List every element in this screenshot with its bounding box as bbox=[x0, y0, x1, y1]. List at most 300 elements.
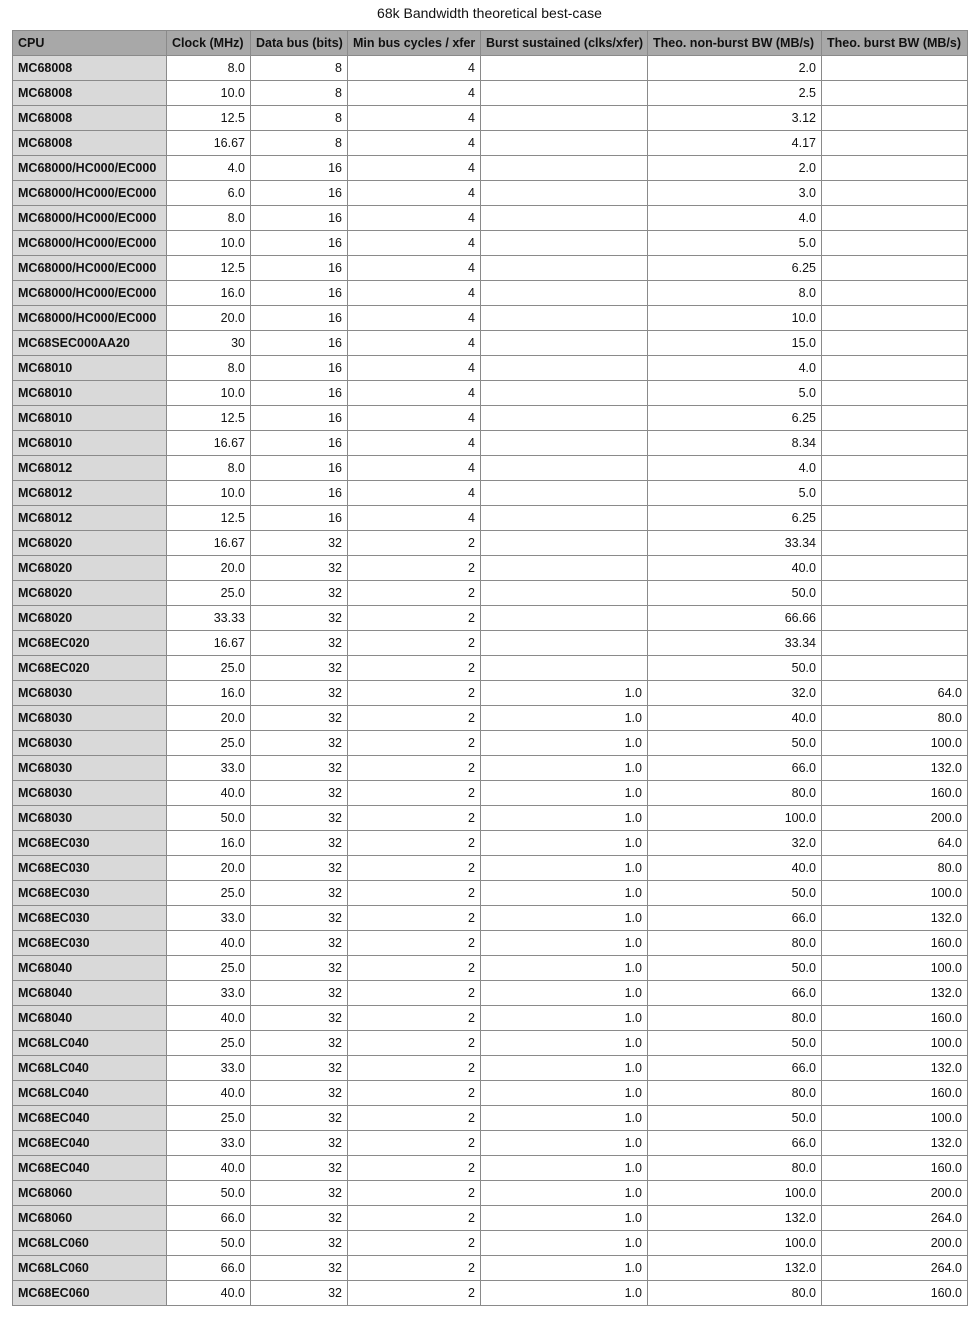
cell-cpu: MC68EC040 bbox=[13, 1156, 167, 1181]
cell-clock: 20.0 bbox=[167, 856, 251, 881]
cell-clock: 33.0 bbox=[167, 981, 251, 1006]
cell-burst-bw bbox=[822, 331, 968, 356]
cell-burst-sustained: 1.0 bbox=[481, 1056, 648, 1081]
cell-burst-bw bbox=[822, 106, 968, 131]
cell-non-burst-bw: 132.0 bbox=[648, 1206, 822, 1231]
cell-non-burst-bw: 2.5 bbox=[648, 81, 822, 106]
cell-clock: 40.0 bbox=[167, 781, 251, 806]
table-row bbox=[13, 231, 968, 256]
cell-data-bus: 32 bbox=[251, 1281, 348, 1306]
cell-non-burst-bw: 132.0 bbox=[648, 1256, 822, 1281]
cell-cpu: MC68000/HC000/EC000 bbox=[13, 206, 167, 231]
cell-data-bus: 16 bbox=[251, 181, 348, 206]
table-row bbox=[13, 431, 968, 456]
cell-burst-bw: 132.0 bbox=[822, 906, 968, 931]
cell-clock: 50.0 bbox=[167, 806, 251, 831]
cell-clock: 12.5 bbox=[167, 106, 251, 131]
cell-burst-bw bbox=[822, 156, 968, 181]
cell-cpu: MC68020 bbox=[13, 531, 167, 556]
cell-data-bus: 32 bbox=[251, 1181, 348, 1206]
cell-min-bus-cycles: 2 bbox=[348, 781, 481, 806]
cell-min-bus-cycles: 2 bbox=[348, 806, 481, 831]
cell-burst-bw: 264.0 bbox=[822, 1256, 968, 1281]
table-row bbox=[13, 106, 968, 131]
cell-min-bus-cycles: 4 bbox=[348, 456, 481, 481]
cell-clock: 10.0 bbox=[167, 231, 251, 256]
cell-burst-sustained bbox=[481, 181, 648, 206]
cell-clock: 40.0 bbox=[167, 1156, 251, 1181]
cell-burst-sustained bbox=[481, 56, 648, 81]
cell-clock: 40.0 bbox=[167, 931, 251, 956]
cell-non-burst-bw: 2.0 bbox=[648, 56, 822, 81]
cell-data-bus: 32 bbox=[251, 606, 348, 631]
cell-cpu: MC68EC030 bbox=[13, 906, 167, 931]
cell-burst-bw: 80.0 bbox=[822, 856, 968, 881]
cell-data-bus: 32 bbox=[251, 831, 348, 856]
cell-min-bus-cycles: 2 bbox=[348, 1181, 481, 1206]
cell-burst-bw bbox=[822, 81, 968, 106]
cell-min-bus-cycles: 2 bbox=[348, 1006, 481, 1031]
cell-data-bus: 16 bbox=[251, 381, 348, 406]
cell-data-bus: 32 bbox=[251, 1131, 348, 1156]
cell-min-bus-cycles: 4 bbox=[348, 406, 481, 431]
cell-data-bus: 32 bbox=[251, 756, 348, 781]
cell-cpu: MC68060 bbox=[13, 1181, 167, 1206]
cell-burst-bw: 200.0 bbox=[822, 1231, 968, 1256]
cell-burst-sustained bbox=[481, 656, 648, 681]
cell-clock: 16.0 bbox=[167, 281, 251, 306]
cell-cpu: MC68EC030 bbox=[13, 931, 167, 956]
cell-burst-bw bbox=[822, 406, 968, 431]
cell-data-bus: 16 bbox=[251, 206, 348, 231]
table-row bbox=[13, 281, 968, 306]
cell-min-bus-cycles: 2 bbox=[348, 706, 481, 731]
table-row bbox=[13, 856, 968, 881]
cell-burst-sustained bbox=[481, 81, 648, 106]
cell-non-burst-bw: 3.0 bbox=[648, 181, 822, 206]
cell-data-bus: 32 bbox=[251, 706, 348, 731]
cell-burst-sustained bbox=[481, 331, 648, 356]
cell-min-bus-cycles: 2 bbox=[348, 581, 481, 606]
cell-burst-bw bbox=[822, 231, 968, 256]
cell-data-bus: 32 bbox=[251, 1256, 348, 1281]
header-data-bus: Data bus (bits) bbox=[251, 31, 348, 56]
table-row bbox=[13, 56, 968, 81]
cell-clock: 50.0 bbox=[167, 1231, 251, 1256]
cell-burst-sustained bbox=[481, 381, 648, 406]
cell-min-bus-cycles: 2 bbox=[348, 856, 481, 881]
cell-data-bus: 32 bbox=[251, 1056, 348, 1081]
cell-cpu: MC68030 bbox=[13, 756, 167, 781]
cell-cpu: MC68020 bbox=[13, 606, 167, 631]
cell-burst-sustained bbox=[481, 531, 648, 556]
cell-clock: 33.33 bbox=[167, 606, 251, 631]
cell-burst-sustained: 1.0 bbox=[481, 1006, 648, 1031]
cell-cpu: MC68EC030 bbox=[13, 881, 167, 906]
cell-burst-sustained bbox=[481, 231, 648, 256]
cell-clock: 40.0 bbox=[167, 1281, 251, 1306]
bandwidth-table bbox=[12, 30, 968, 1306]
table-row bbox=[13, 131, 968, 156]
table-row bbox=[13, 456, 968, 481]
table-row bbox=[13, 306, 968, 331]
cell-burst-sustained: 1.0 bbox=[481, 1281, 648, 1306]
cell-min-bus-cycles: 2 bbox=[348, 656, 481, 681]
table-row bbox=[13, 356, 968, 381]
cell-burst-bw: 64.0 bbox=[822, 831, 968, 856]
cell-clock: 8.0 bbox=[167, 56, 251, 81]
cell-min-bus-cycles: 2 bbox=[348, 1256, 481, 1281]
cell-cpu: MC68LC040 bbox=[13, 1056, 167, 1081]
cell-min-bus-cycles: 4 bbox=[348, 506, 481, 531]
table-row bbox=[13, 631, 968, 656]
cell-clock: 20.0 bbox=[167, 306, 251, 331]
cell-cpu: MC68000/HC000/EC000 bbox=[13, 156, 167, 181]
cell-min-bus-cycles: 4 bbox=[348, 306, 481, 331]
cell-data-bus: 32 bbox=[251, 906, 348, 931]
table-row bbox=[13, 606, 968, 631]
cell-burst-sustained: 1.0 bbox=[481, 1131, 648, 1156]
cell-min-bus-cycles: 4 bbox=[348, 131, 481, 156]
cell-cpu: MC68EC040 bbox=[13, 1131, 167, 1156]
cell-burst-sustained: 1.0 bbox=[481, 731, 648, 756]
cell-data-bus: 16 bbox=[251, 306, 348, 331]
cell-cpu: MC68LC040 bbox=[13, 1081, 167, 1106]
cell-non-burst-bw: 50.0 bbox=[648, 1031, 822, 1056]
cell-min-bus-cycles: 2 bbox=[348, 931, 481, 956]
cell-non-burst-bw: 50.0 bbox=[648, 1106, 822, 1131]
cell-burst-sustained: 1.0 bbox=[481, 806, 648, 831]
cell-min-bus-cycles: 2 bbox=[348, 1131, 481, 1156]
cell-clock: 30 bbox=[167, 331, 251, 356]
document-title: 68k Bandwidth theoretical best-case bbox=[377, 5, 602, 21]
cell-burst-bw: 100.0 bbox=[822, 1031, 968, 1056]
cell-burst-sustained: 1.0 bbox=[481, 1181, 648, 1206]
cell-min-bus-cycles: 2 bbox=[348, 1231, 481, 1256]
cell-clock: 10.0 bbox=[167, 381, 251, 406]
cell-data-bus: 16 bbox=[251, 256, 348, 281]
cell-cpu: MC68012 bbox=[13, 506, 167, 531]
cell-data-bus: 32 bbox=[251, 1156, 348, 1181]
cell-data-bus: 16 bbox=[251, 456, 348, 481]
cell-non-burst-bw: 50.0 bbox=[648, 656, 822, 681]
table-header bbox=[13, 31, 968, 56]
cell-cpu: MC68030 bbox=[13, 706, 167, 731]
cell-non-burst-bw: 50.0 bbox=[648, 881, 822, 906]
cell-clock: 25.0 bbox=[167, 956, 251, 981]
table-row bbox=[13, 481, 968, 506]
cell-cpu: MC68030 bbox=[13, 681, 167, 706]
cell-burst-sustained: 1.0 bbox=[481, 1156, 648, 1181]
cell-burst-sustained bbox=[481, 406, 648, 431]
cell-data-bus: 32 bbox=[251, 681, 348, 706]
cell-data-bus: 8 bbox=[251, 131, 348, 156]
cell-cpu: MC68060 bbox=[13, 1206, 167, 1231]
cell-cpu: MC68EC030 bbox=[13, 831, 167, 856]
cell-data-bus: 32 bbox=[251, 581, 348, 606]
cell-burst-bw: 132.0 bbox=[822, 1056, 968, 1081]
cell-clock: 16.0 bbox=[167, 681, 251, 706]
cell-cpu: MC68040 bbox=[13, 956, 167, 981]
cell-burst-bw: 264.0 bbox=[822, 1206, 968, 1231]
table-row bbox=[13, 1181, 968, 1206]
cell-min-bus-cycles: 4 bbox=[348, 106, 481, 131]
cell-non-burst-bw: 100.0 bbox=[648, 806, 822, 831]
cell-burst-bw: 100.0 bbox=[822, 731, 968, 756]
cell-min-bus-cycles: 2 bbox=[348, 531, 481, 556]
cell-min-bus-cycles: 4 bbox=[348, 231, 481, 256]
cell-min-bus-cycles: 4 bbox=[348, 481, 481, 506]
cell-data-bus: 32 bbox=[251, 1206, 348, 1231]
cell-burst-bw bbox=[822, 606, 968, 631]
cell-clock: 40.0 bbox=[167, 1006, 251, 1031]
cell-non-burst-bw: 8.0 bbox=[648, 281, 822, 306]
cell-clock: 12.5 bbox=[167, 506, 251, 531]
cell-clock: 25.0 bbox=[167, 1031, 251, 1056]
cell-cpu: MC68008 bbox=[13, 131, 167, 156]
cell-burst-bw: 132.0 bbox=[822, 1131, 968, 1156]
cell-non-burst-bw: 10.0 bbox=[648, 306, 822, 331]
cell-burst-sustained bbox=[481, 606, 648, 631]
cell-burst-sustained: 1.0 bbox=[481, 1256, 648, 1281]
cell-non-burst-bw: 40.0 bbox=[648, 856, 822, 881]
table-row bbox=[13, 381, 968, 406]
cell-cpu: MC68010 bbox=[13, 381, 167, 406]
cell-non-burst-bw: 50.0 bbox=[648, 731, 822, 756]
cell-min-bus-cycles: 2 bbox=[348, 1156, 481, 1181]
cell-burst-bw bbox=[822, 531, 968, 556]
cell-clock: 12.5 bbox=[167, 256, 251, 281]
cell-cpu: MC68LC060 bbox=[13, 1256, 167, 1281]
table-row bbox=[13, 1256, 968, 1281]
header-min-bus-cycles: Min bus cycles / xfer bbox=[348, 31, 481, 56]
cell-min-bus-cycles: 4 bbox=[348, 81, 481, 106]
table-row bbox=[13, 1281, 968, 1306]
cell-clock: 66.0 bbox=[167, 1256, 251, 1281]
cell-cpu: MC68012 bbox=[13, 456, 167, 481]
table-row bbox=[13, 981, 968, 1006]
cell-non-burst-bw: 32.0 bbox=[648, 681, 822, 706]
cell-clock: 66.0 bbox=[167, 1206, 251, 1231]
cell-burst-bw bbox=[822, 281, 968, 306]
cell-clock: 16.67 bbox=[167, 531, 251, 556]
cell-cpu: MC68030 bbox=[13, 781, 167, 806]
cell-burst-sustained bbox=[481, 481, 648, 506]
cell-burst-bw: 100.0 bbox=[822, 1106, 968, 1131]
cell-min-bus-cycles: 2 bbox=[348, 731, 481, 756]
cell-clock: 8.0 bbox=[167, 356, 251, 381]
cell-burst-bw bbox=[822, 381, 968, 406]
table-row bbox=[13, 681, 968, 706]
cell-min-bus-cycles: 4 bbox=[348, 281, 481, 306]
table-row bbox=[13, 581, 968, 606]
cell-data-bus: 16 bbox=[251, 356, 348, 381]
cell-min-bus-cycles: 2 bbox=[348, 606, 481, 631]
table-row bbox=[13, 1131, 968, 1156]
table-row bbox=[13, 831, 968, 856]
cell-min-bus-cycles: 4 bbox=[348, 381, 481, 406]
table-row bbox=[13, 181, 968, 206]
cell-cpu: MC68000/HC000/EC000 bbox=[13, 231, 167, 256]
cell-min-bus-cycles: 2 bbox=[348, 831, 481, 856]
cell-data-bus: 8 bbox=[251, 56, 348, 81]
cell-burst-bw bbox=[822, 356, 968, 381]
table-row bbox=[13, 206, 968, 231]
cell-burst-sustained: 1.0 bbox=[481, 1081, 648, 1106]
cell-data-bus: 32 bbox=[251, 631, 348, 656]
cell-burst-bw bbox=[822, 56, 968, 81]
cell-burst-sustained bbox=[481, 156, 648, 181]
cell-data-bus: 32 bbox=[251, 1006, 348, 1031]
cell-non-burst-bw: 80.0 bbox=[648, 1081, 822, 1106]
cell-non-burst-bw: 5.0 bbox=[648, 381, 822, 406]
cell-min-bus-cycles: 2 bbox=[348, 881, 481, 906]
cell-data-bus: 32 bbox=[251, 1031, 348, 1056]
cell-burst-sustained: 1.0 bbox=[481, 1231, 648, 1256]
cell-burst-sustained: 1.0 bbox=[481, 1106, 648, 1131]
cell-cpu: MC68040 bbox=[13, 981, 167, 1006]
cell-burst-sustained bbox=[481, 356, 648, 381]
cell-clock: 12.5 bbox=[167, 406, 251, 431]
cell-cpu: MC68EC020 bbox=[13, 631, 167, 656]
cell-burst-bw bbox=[822, 181, 968, 206]
table-row bbox=[13, 706, 968, 731]
cell-clock: 25.0 bbox=[167, 1106, 251, 1131]
cell-burst-bw: 64.0 bbox=[822, 681, 968, 706]
header-row bbox=[13, 31, 968, 56]
cell-burst-sustained: 1.0 bbox=[481, 981, 648, 1006]
cell-data-bus: 8 bbox=[251, 81, 348, 106]
cell-clock: 20.0 bbox=[167, 706, 251, 731]
cell-cpu: MC68020 bbox=[13, 556, 167, 581]
table-row bbox=[13, 506, 968, 531]
cell-data-bus: 32 bbox=[251, 931, 348, 956]
cell-non-burst-bw: 4.0 bbox=[648, 456, 822, 481]
cell-clock: 20.0 bbox=[167, 556, 251, 581]
cell-non-burst-bw: 80.0 bbox=[648, 1281, 822, 1306]
cell-burst-sustained: 1.0 bbox=[481, 831, 648, 856]
cell-cpu: MC68000/HC000/EC000 bbox=[13, 256, 167, 281]
table-row bbox=[13, 406, 968, 431]
cell-non-burst-bw: 33.34 bbox=[648, 531, 822, 556]
cell-cpu: MC68008 bbox=[13, 56, 167, 81]
table-row bbox=[13, 956, 968, 981]
cell-non-burst-bw: 33.34 bbox=[648, 631, 822, 656]
cell-non-burst-bw: 4.0 bbox=[648, 206, 822, 231]
cell-data-bus: 32 bbox=[251, 656, 348, 681]
cell-data-bus: 16 bbox=[251, 431, 348, 456]
cell-burst-bw bbox=[822, 506, 968, 531]
cell-burst-bw: 160.0 bbox=[822, 1281, 968, 1306]
cell-burst-sustained: 1.0 bbox=[481, 1206, 648, 1231]
cell-burst-sustained bbox=[481, 506, 648, 531]
cell-burst-sustained bbox=[481, 106, 648, 131]
cell-min-bus-cycles: 4 bbox=[348, 331, 481, 356]
cell-burst-sustained bbox=[481, 556, 648, 581]
cell-clock: 25.0 bbox=[167, 581, 251, 606]
cell-data-bus: 16 bbox=[251, 506, 348, 531]
cell-cpu: MC68LC060 bbox=[13, 1231, 167, 1256]
cell-burst-sustained bbox=[481, 431, 648, 456]
cell-clock: 16.67 bbox=[167, 131, 251, 156]
cell-min-bus-cycles: 2 bbox=[348, 1056, 481, 1081]
cell-clock: 16.67 bbox=[167, 431, 251, 456]
table-row bbox=[13, 1081, 968, 1106]
table-row bbox=[13, 1006, 968, 1031]
cell-clock: 10.0 bbox=[167, 481, 251, 506]
header-non-burst-bw: Theo. non-burst BW (MB/s) bbox=[648, 31, 822, 56]
cell-burst-sustained bbox=[481, 281, 648, 306]
cell-non-burst-bw: 6.25 bbox=[648, 506, 822, 531]
table-row bbox=[13, 1231, 968, 1256]
cell-non-burst-bw: 66.0 bbox=[648, 756, 822, 781]
cell-clock: 10.0 bbox=[167, 81, 251, 106]
cell-burst-bw: 100.0 bbox=[822, 881, 968, 906]
header-burst-sustained: Burst sustained (clks/xfer) bbox=[481, 31, 648, 56]
cell-min-bus-cycles: 4 bbox=[348, 181, 481, 206]
cell-non-burst-bw: 100.0 bbox=[648, 1231, 822, 1256]
cell-burst-bw: 132.0 bbox=[822, 756, 968, 781]
cell-cpu: MC68000/HC000/EC000 bbox=[13, 306, 167, 331]
cell-non-burst-bw: 5.0 bbox=[648, 481, 822, 506]
cell-min-bus-cycles: 2 bbox=[348, 1106, 481, 1131]
cell-non-burst-bw: 2.0 bbox=[648, 156, 822, 181]
cell-clock: 8.0 bbox=[167, 206, 251, 231]
cell-burst-bw: 160.0 bbox=[822, 1006, 968, 1031]
cell-non-burst-bw: 40.0 bbox=[648, 556, 822, 581]
cell-burst-bw bbox=[822, 581, 968, 606]
cell-burst-sustained bbox=[481, 581, 648, 606]
cell-non-burst-bw: 50.0 bbox=[648, 956, 822, 981]
cell-non-burst-bw: 5.0 bbox=[648, 231, 822, 256]
cell-min-bus-cycles: 2 bbox=[348, 1031, 481, 1056]
cell-data-bus: 32 bbox=[251, 981, 348, 1006]
cell-cpu: MC68010 bbox=[13, 431, 167, 456]
table-row bbox=[13, 731, 968, 756]
cell-non-burst-bw: 66.0 bbox=[648, 1056, 822, 1081]
cell-cpu: MC68010 bbox=[13, 406, 167, 431]
cell-clock: 33.0 bbox=[167, 906, 251, 931]
cell-burst-sustained: 1.0 bbox=[481, 681, 648, 706]
cell-data-bus: 8 bbox=[251, 106, 348, 131]
cell-burst-sustained: 1.0 bbox=[481, 706, 648, 731]
cell-clock: 33.0 bbox=[167, 1131, 251, 1156]
table-row bbox=[13, 531, 968, 556]
cell-min-bus-cycles: 2 bbox=[348, 681, 481, 706]
cell-data-bus: 32 bbox=[251, 1081, 348, 1106]
cell-cpu: MC68030 bbox=[13, 731, 167, 756]
table-row bbox=[13, 156, 968, 181]
table-body bbox=[13, 56, 968, 1306]
cell-cpu: MC68000/HC000/EC000 bbox=[13, 181, 167, 206]
cell-clock: 40.0 bbox=[167, 1081, 251, 1106]
cell-min-bus-cycles: 4 bbox=[348, 206, 481, 231]
cell-burst-bw: 132.0 bbox=[822, 981, 968, 1006]
cell-burst-bw: 200.0 bbox=[822, 806, 968, 831]
cell-burst-sustained bbox=[481, 256, 648, 281]
cell-cpu: MC68EC030 bbox=[13, 856, 167, 881]
cell-burst-bw: 160.0 bbox=[822, 1081, 968, 1106]
cell-clock: 33.0 bbox=[167, 1056, 251, 1081]
cell-non-burst-bw: 4.17 bbox=[648, 131, 822, 156]
cell-data-bus: 32 bbox=[251, 881, 348, 906]
cell-non-burst-bw: 6.25 bbox=[648, 256, 822, 281]
cell-clock: 4.0 bbox=[167, 156, 251, 181]
cell-burst-bw: 200.0 bbox=[822, 1181, 968, 1206]
cell-min-bus-cycles: 4 bbox=[348, 56, 481, 81]
cell-min-bus-cycles: 2 bbox=[348, 906, 481, 931]
cell-burst-sustained: 1.0 bbox=[481, 931, 648, 956]
